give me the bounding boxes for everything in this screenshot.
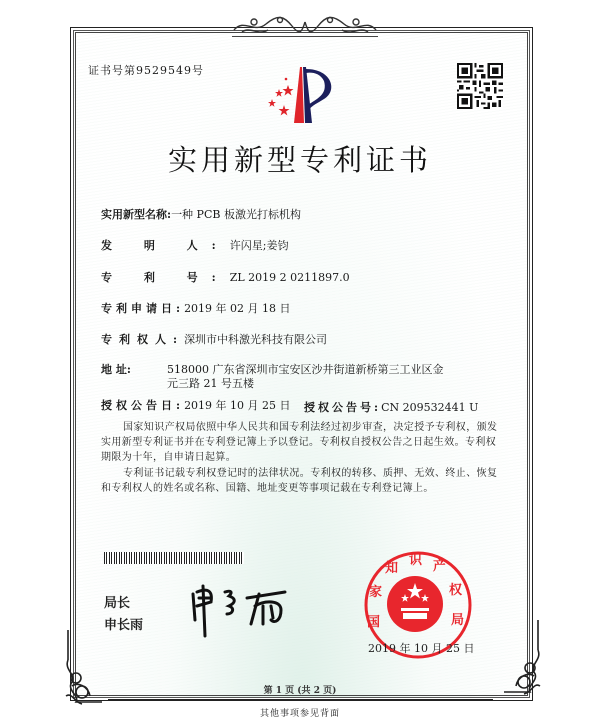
field-utility-model-name [101,208,301,222]
field-announce-number [304,399,478,415]
cnipa-logo-icon [258,65,344,125]
field-announce-date [101,399,291,413]
field-filing-date [101,302,291,316]
field-value: 2019 年 10 月 25 日 [184,399,291,412]
field-label: 地 址: [101,363,131,376]
field-patentee [101,333,327,347]
page-number: 第 1 页 (共 2 页) [263,686,337,696]
field-value: 深圳市中科激光科技有限公司 [184,333,328,346]
footer-note: 其他事项参见背面 [259,709,340,719]
bottom-rule [108,699,493,701]
svg-text:识: 识 [409,553,423,568]
svg-text:权: 权 [449,583,463,598]
svg-text:知: 知 [385,561,399,576]
signature-icon [185,580,295,640]
svg-text:家: 家 [369,585,383,600]
paragraph-grant: 国家知识产权局依照中华人民共和国专利法经过初步审查，决定授予专利权，颁发实用新型专利证书并在专利登记簿上予以登记。专利权自授权公告之日起生效。专利权期限为十年，自申请日起算。 [101,422,498,463]
field-inventor [101,239,288,253]
field-label: 授权公告号: [304,401,382,414]
svg-text:局: 局 [451,613,465,628]
certificate-number: 证书号第9529549号 [88,64,204,77]
field-address [101,363,444,391]
director-title: 局长 [104,596,131,611]
svg-text:产: 产 [433,559,447,574]
paragraph-legal-status: 专利证书记载专利权登记时的法律状况。专利权的转移、质押、无效、终止、恢复和专利权人的姓名或名称、国籍、地址变更等事项记载在专利登记簿上。 [101,468,498,494]
field-value-line1: 518000 广东省深圳市宝安区沙井街道新桥第三工业区金 [167,363,444,376]
top-ornament-icon [232,12,378,38]
certificate-title: 实用新型专利证书 [167,143,432,177]
field-label: 授权公告日: [101,399,185,412]
field-value: CN 209532441 U [381,401,479,414]
field-label: 专利申请日: [101,302,185,315]
svg-text:国: 国 [367,615,381,630]
corner-ornament-icon [62,630,106,710]
director-name: 申长雨 [104,618,144,633]
field-label: 专利权人: [101,333,185,346]
field-value: ZL 2019 2 0211897.0 [229,271,350,284]
field-label: 实用新型名称: [101,208,172,221]
field-value: 一种 PCB 板激光打标机构 [171,208,301,221]
field-label: 专 利 号: [101,271,230,284]
field-patent-number [101,271,350,285]
field-label: 发 明 人: [101,239,230,252]
barcode-icon [104,552,244,564]
seal-date: 2019 年 10 月 25 日 [368,642,475,655]
field-value-line2: 元三路 21 号五楼 [167,377,254,390]
field-value: 2019 年 02 月 18 日 [184,302,291,315]
qr-code-icon [457,63,503,109]
field-value: 许闪星;姜钧 [229,239,289,252]
